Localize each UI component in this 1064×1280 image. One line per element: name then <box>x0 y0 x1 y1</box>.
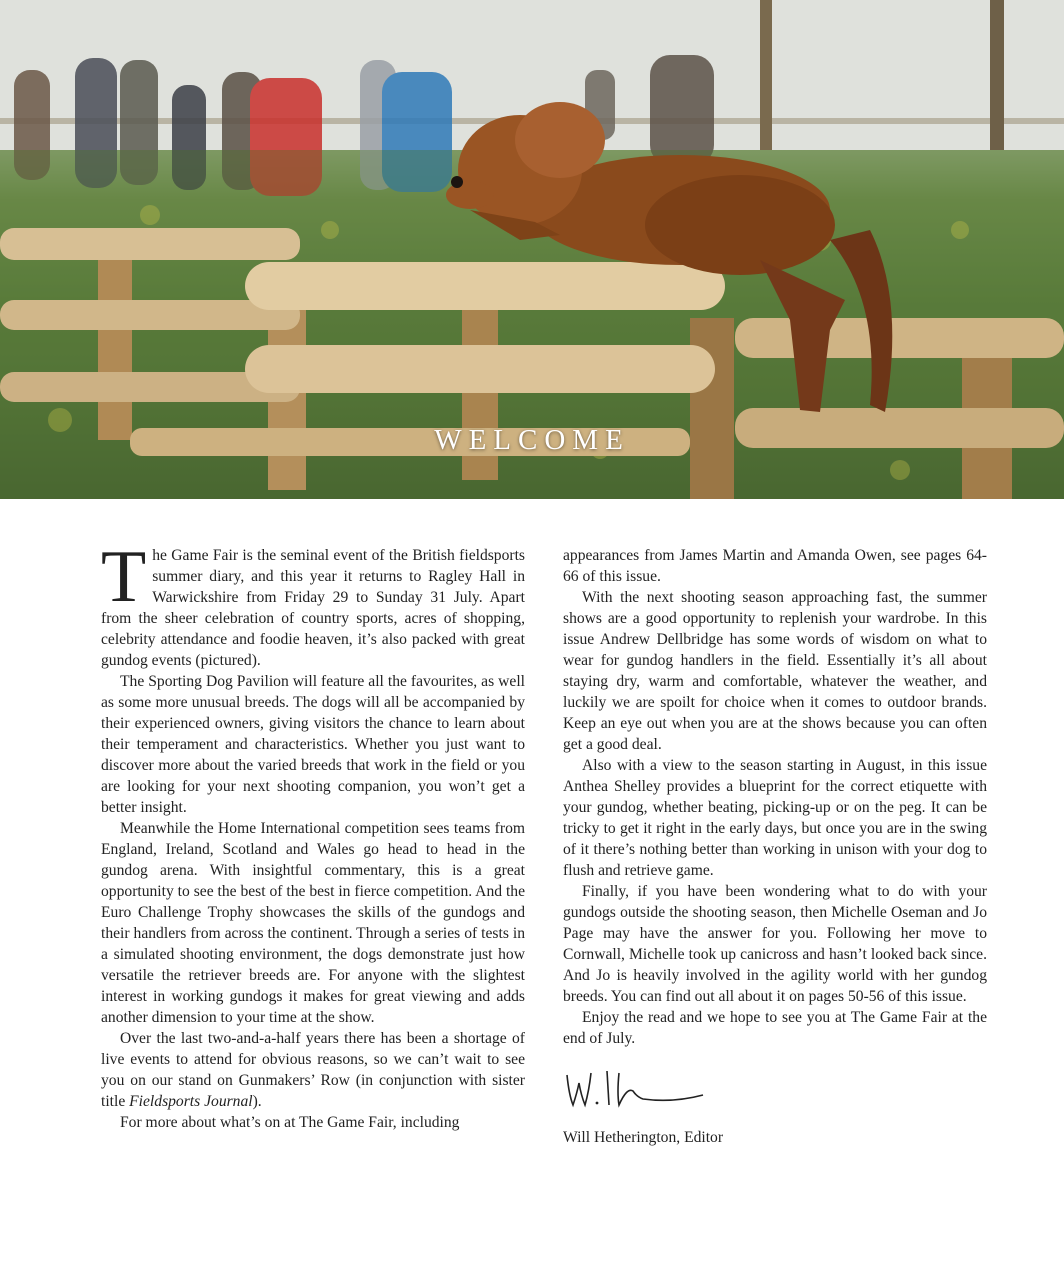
paragraph: With the next shooting season approaching fast, the summer shows are a good opportunity to replenish your wardrobe. In this issue Andrew Dellbridge has some words of wisdom on what to wear for gundog handlers in the field. Essentially it’s all about staying dry, warm and comfortable, whatever the weather, and luckily we are spoilt for choice when it comes to outdoor brands. Keep an eye out when you are at the shows because you can often get a good deal. <box>563 589 987 753</box>
paragraph: appearances from James Martin and Amanda Owen, see pages 64-66 of this issue. <box>563 547 987 585</box>
paragraph: Enjoy the read and we hope to see you at The Game Fair at the end of July. <box>563 1009 987 1047</box>
paragraph-text: Over the last two-and-a-half years there has been a shortage of live events to attend for obvious reasons, so we can’t wait to see you on our stand on Gunmakers’ Row (in conjunction with sister title <box>101 1030 525 1110</box>
hero-photo <box>0 0 1064 499</box>
paragraph: Meanwhile the Home International competition sees teams from England, Ireland, Scotland and Wales go head to head in the gundog arena. With insightful commentary, this is a great opportunity to see the best of the best in fierce competition. And the Euro Challenge Trophy showcases the skills of the gundogs and their handlers from across the continent. Through a series of tests in a simulated shooting environment, the dogs demonstrate just how versatile the retriever breeds are. For anyone with the slightest interest in working gundogs it makes for great viewing and adds another dimension to your time at the show. <box>101 820 525 1026</box>
paragraph <box>101 536 525 671</box>
paragraph: Also with a view to the season starting in August, in this issue Anthea Shelley provides a blueprint for the correct etiquette with your gundog, whether beating, picking-up or on the peg. It can be tricky to get it right in the early days, but once you are in the swing of it there’s nothing better than working in unison with your dog to flush and retrieve game. <box>563 757 987 879</box>
editor-credit: Will Hetherington, Editor <box>563 1129 724 1146</box>
editor-signature <box>563 1065 713 1117</box>
drop-cap: T <box>101 536 147 618</box>
paragraph: For more about what’s on at The Game Fair, including <box>120 1114 460 1131</box>
paragraph: The Sporting Dog Pavilion will feature all the favourites, as well as some more unusual breeds. The dogs will all be accompanied by their experienced owners, giving visitors the chance to learn about their temperament and characteristics. Whether you just want to discover more about the varied breeds that work in the field or you are looking for your next shooting companion, you won’t get a better insight. <box>101 673 525 816</box>
paragraph-text: ). <box>252 1093 262 1110</box>
publication-title: Fieldsports Journal <box>129 1093 253 1110</box>
article-column-right <box>563 545 987 1148</box>
paragraph-text: he Game Fair is the seminal event of the British fieldsports summer diary, and this year it returns to Ragley Hall in Warwickshire from Friday 29 to Sunday 31 July. Apart from the sheer celebration of country sports, acres of shopping, celebrity attendance and foodie heaven, it’s also packed with great gundog events (pictured). <box>101 547 525 669</box>
page-title: WELCOME <box>434 424 630 456</box>
paragraph: Finally, if you have been wondering what to do with your gundogs outside the shooting season, then Michelle Oseman and Jo Page may have the answer for you. Following her move to Cornwall, Michelle took up canicross and hasn’t looked back since. And Jo is heavily involved in the agility world with her gundog breeds. You can find out all about it on pages 50-56 of this issue. <box>563 883 987 1005</box>
article-column-left <box>101 536 525 1133</box>
paragraph <box>101 1028 525 1112</box>
